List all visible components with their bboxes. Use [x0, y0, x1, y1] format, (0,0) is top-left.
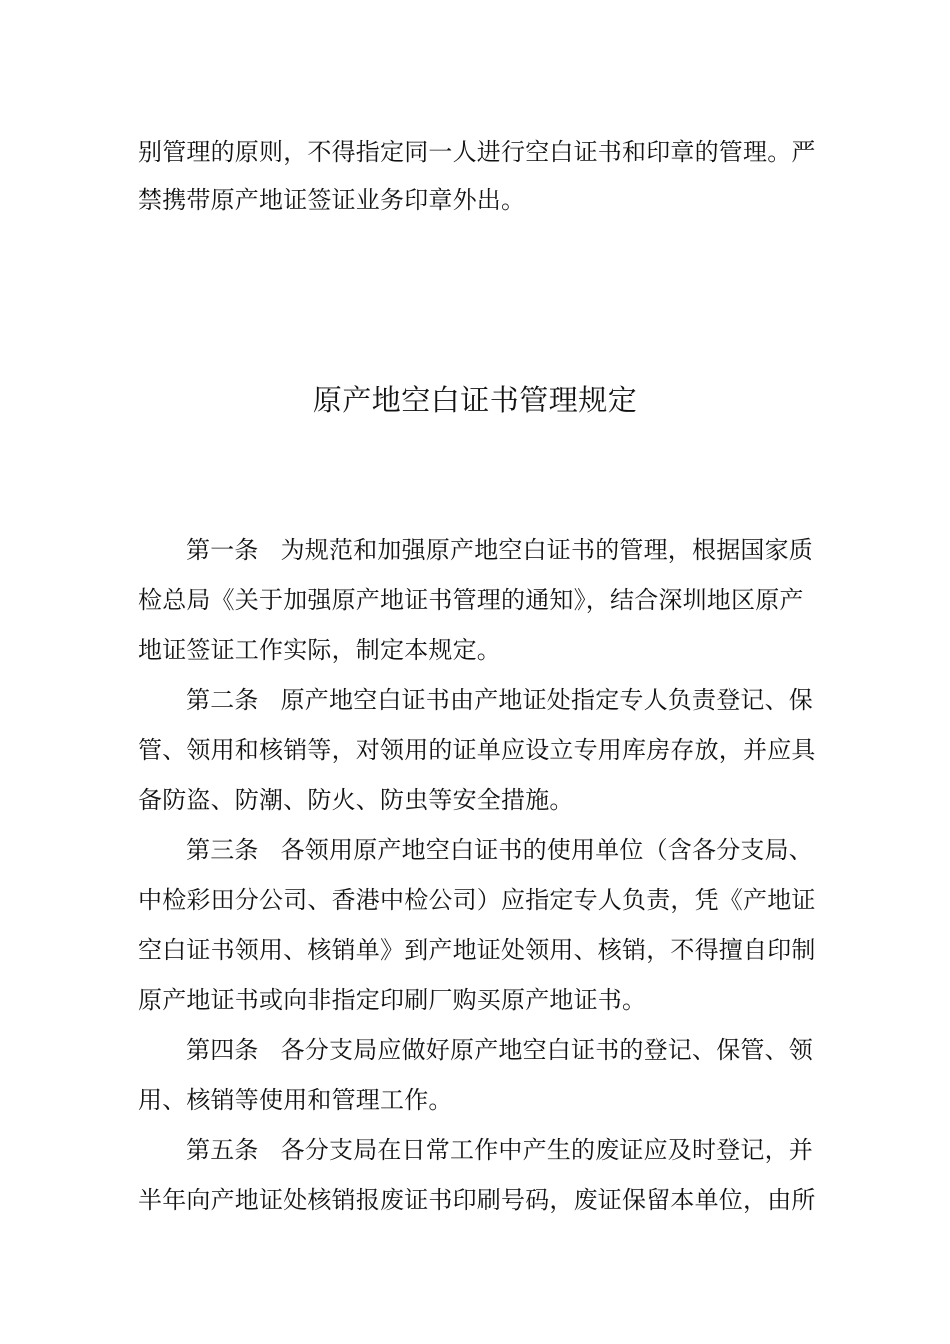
article-3-text-1: 各领用原产地空白证书的使用单位（含各分支局、: [280, 836, 814, 864]
article-2-text-3: 备防盗、防潮、防火、防虫等安全措施。: [138, 786, 574, 814]
article-2-text-1: 原产地空白证书由产地证处指定专人负责登记、保: [280, 686, 814, 714]
article-1-text-3: 地证签证工作实际，制定本规定。: [138, 636, 501, 664]
article-3-head: 第三条: [186, 836, 259, 864]
article-3-text-4: 原产地证书或向非指定印刷厂购买原产地证书。: [138, 986, 647, 1014]
article-5-text-1: 各分支局在日常工作中产生的废证应及时登记，并: [280, 1136, 814, 1164]
article-1-text-2: 检总局《关于加强原产地证书管理的通知》，结合深圳地区原产: [138, 586, 804, 614]
article-5-head: 第五条: [186, 1136, 259, 1164]
article-4-text-1: 各分支局应做好原产地空白证书的登记、保管、领: [280, 1036, 814, 1064]
article-3-text-3: 空白证书领用、核销单》到产地证处领用、核销，不得擅自印制: [138, 936, 816, 964]
article-4-text-2: 用、核销等使用和管理工作。: [138, 1086, 453, 1114]
article-2-text-2: 管、领用和核销等，对领用的证单应设立专用库房存放，并应具: [138, 736, 816, 764]
article-1-first-line: [186, 534, 866, 566]
article-2-head: 第二条: [186, 686, 259, 714]
article-5-text-2: 半年向产地证处核销报废证书印刷号码，废证保留本单位，由所: [138, 1186, 816, 1214]
document-title: 原产地空白证书管理规定: [312, 383, 638, 417]
article-1-head: 第一条: [186, 536, 259, 564]
intro-line-2: 禁携带原产地证签证业务印章外出。: [138, 186, 526, 214]
article-2-first-line: [186, 684, 866, 716]
article-3-first-line: [186, 834, 866, 866]
article-4-head: 第四条: [186, 1036, 259, 1064]
article-1-text-1: 为规范和加强原产地空白证书的管理，根据国家质: [280, 536, 814, 564]
intro-line-1: 别管理的原则，不得指定同一人进行空白证书和印章的管理。严: [138, 138, 816, 166]
article-4-first-line: [186, 1034, 866, 1066]
article-5-first-line: [186, 1134, 866, 1166]
article-3-text-2: 中检彩田分公司、香港中检公司）应指定专人负责，凭《产地证: [138, 886, 816, 914]
